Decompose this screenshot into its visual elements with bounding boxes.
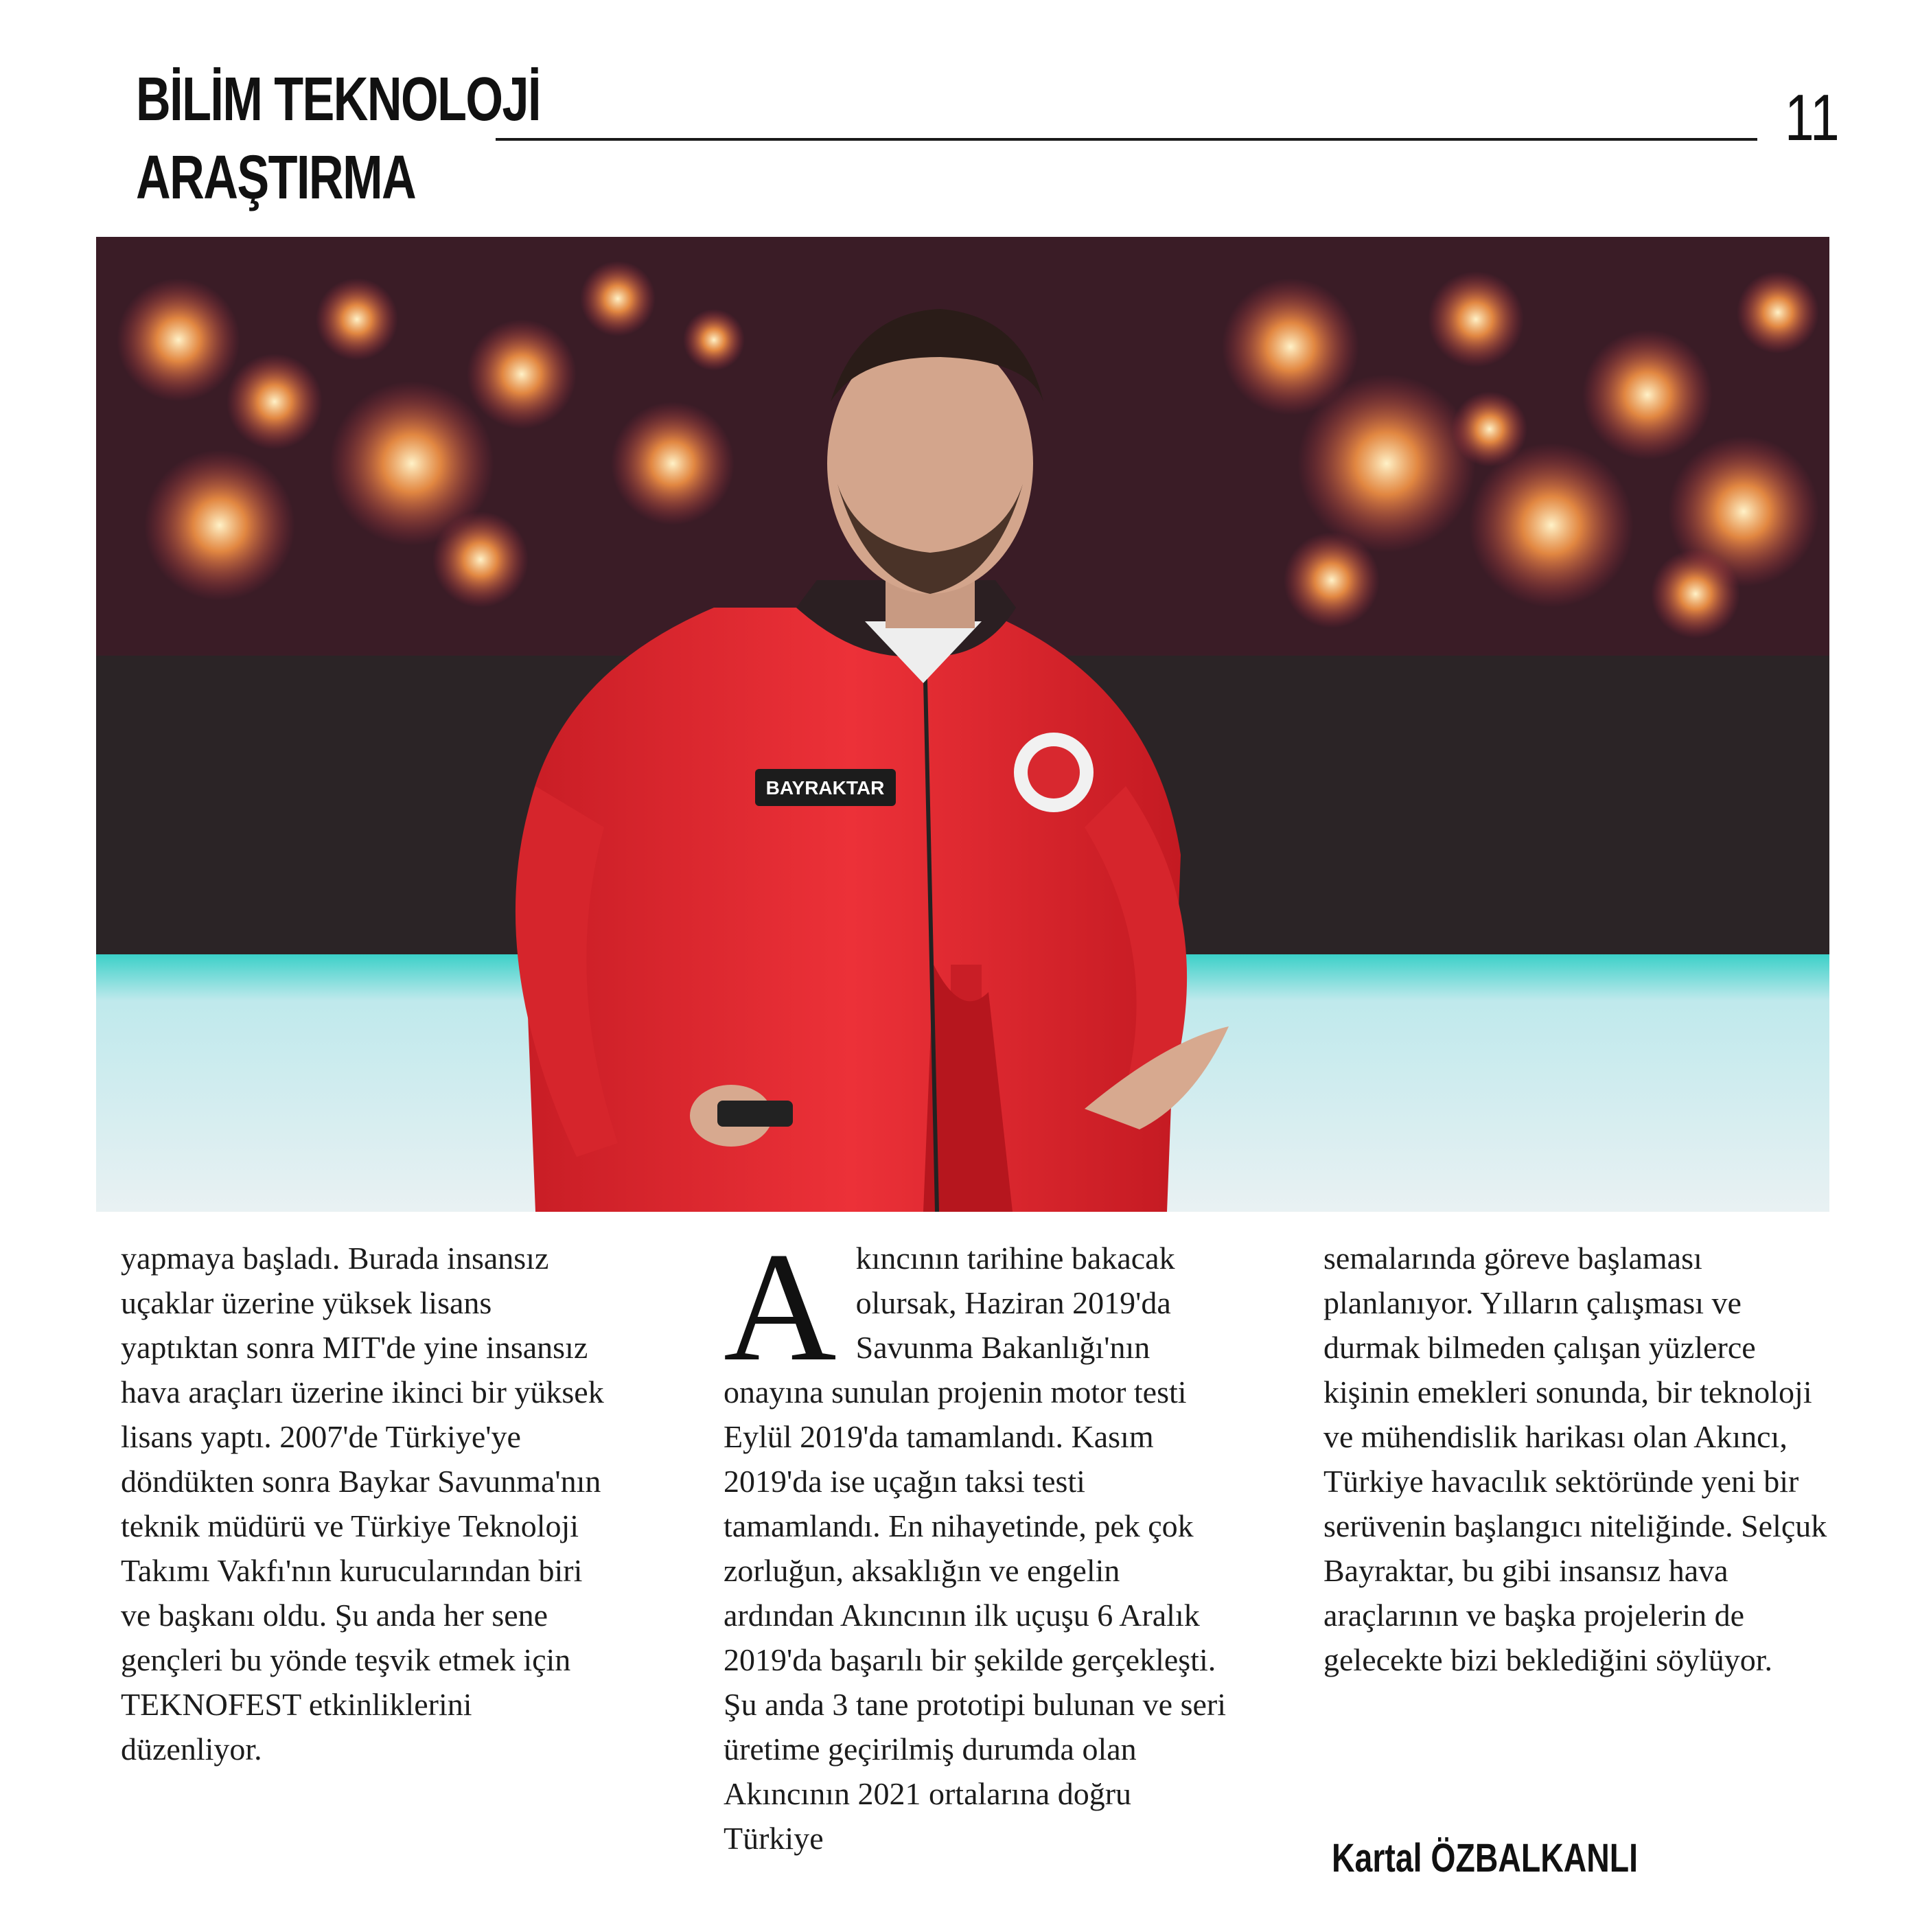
article-column-2-text: kıncının tarihine bakacak olursak, Haziran 2019'da Savunma Bakanlığı'nın onayına sunulan projenin motor testi Eylül 2019'da tamamlandı. Kasım 2019'da ise uçağın taksi testi tamamlandı. En nihayetinde, pek çok zorluğun, aksaklığın ve engelin ardından Akıncının ilk uçuşu 6 Aralık 2019'da başarılı bir şekilde gerçekleşti. Şu anda 3 tane prototipi bulunan ve seri üretime geçirilmiş durumda olan Akıncının 2021 ortalarına doğru Türkiye [724, 1241, 1227, 1856]
article-photo [96, 237, 1829, 1212]
header-rule [496, 138, 1757, 141]
name-badge-text: BAYRAKTAR [765, 777, 885, 798]
clicker-device [717, 1101, 793, 1127]
article-column-2 [724, 1221, 1235, 1861]
section-title-line-1: BİLİM TEKNOLOJİ [136, 65, 540, 134]
speaker-illustration [96, 237, 1829, 1212]
article-column-3: semalarında göreve başlaması planlanıyor. Yılların çalışması ve durmak bilmeden çalışan yüzlerce kişinin emekleri sonunda, bir teknoloji ve mühendislik harikası olan Akıncı, Türkiye havacılık sektöründe yeni bir serüvenin başlangıcı niteliğinde. Selçuk Bayraktar, bu gibi insansız hava araçlarının ve başka projelerin de gelecekte bizi beklediğini söylüyor. [1323, 1241, 1827, 1677]
author-byline: Kartal ÖZBALKANLI [1332, 1836, 1638, 1881]
article-column-1: yapmaya başladı. Burada insansız uçaklar üzerine yüksek lisans yaptıktan sonra MIT'de yine insansız hava araçları üzerine ikinci bir yüksek lisans yaptı. 2007'de Türkiye'ye döndükten sonra Baykar Savunma'nın teknik müdürü ve Türkiye Teknoloji Takımı Vakfı'nın kurucularından biri ve başkanı oldu. Şu anda her sene gençleri bu yönde teşvik etmek için TEKNOFEST etkinliklerini düzenliyor. [121, 1241, 604, 1767]
drop-cap: A [724, 1221, 837, 1394]
section-title-line-2: ARAŞTIRMA [136, 143, 416, 212]
page-number: 11 [1785, 81, 1840, 154]
section-title [136, 60, 540, 217]
